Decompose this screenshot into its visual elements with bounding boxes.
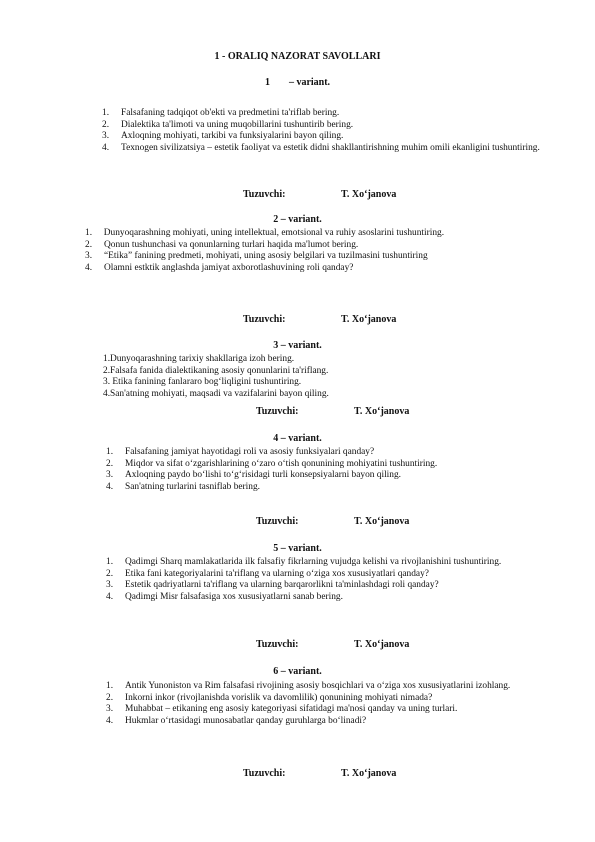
variant-2-heading: 2 – variant.	[273, 214, 322, 225]
question-item: 3. Estetik qadriyatlarni ta'riflang va ularning barqarorlikni ta'minlashdagi roli qanday?	[106, 580, 439, 591]
tuzuvchi-line: Tuzuvchi: T. Xo‘janova	[243, 314, 397, 325]
question-item: 1. Qadimgi Sharq mamlakatlarida ilk falsafiy fikrlarning vujudga kelishi va rivojlanishini tushuntiring.	[106, 557, 502, 567]
question-item: 4.San'atning mohiyati, maqsadi va vazifalarini bayon qiling.	[103, 388, 329, 399]
page-title: 1 - ORALIQ NAZORAT SAVOLLARI	[214, 51, 381, 62]
question-item: 4. Texnogen sivilizatsiya – estetik faoliyat va estetik didni shakllantirishning muhim omili ekanligini tushuntiring.	[102, 142, 540, 153]
variant-5-questions	[106, 557, 556, 603]
question-item: 2. Miqdor va sifat o‘zgarishlarining o‘zaro o‘tish qonunining mohiyatini tushuntiring.	[106, 458, 438, 469]
question-item: 1. Falsafaning tadqiqot ob'ekti va predmetini ta'riflab bering.	[102, 108, 340, 118]
tuzuvchi-line: Tuzuvchi: T. Xo‘janova	[256, 406, 410, 417]
question-item: 2. Etika fani kategoriyalarini ta'riflang va ularning o‘ziga xos xususiyatlari qanday?	[106, 568, 429, 579]
variant-1-heading	[0, 77, 595, 89]
question-item: 3. Etika fanining fanlararo bog‘liqligini tushuntiring.	[103, 377, 302, 388]
question-item: 1.Dunyoqarashning tarixiy shakllariga izoh bering.	[103, 354, 295, 364]
variant-6-questions	[106, 681, 556, 727]
variant-1-questions	[102, 108, 554, 154]
question-item: 1. Dunyoqarashning mohiyati, uning intellektual, emotsional va ruhiy asoslarini tushuntiring.	[85, 228, 445, 238]
question-item: 1. Antik Yunoniston va Rim falsafasi rivojining asosiy bosqichlari va o‘ziga xos xususiyatlarini izohlang.	[106, 681, 511, 691]
variant-4-heading: 4 – variant.	[273, 433, 322, 444]
question-item: 3. Axloqning mohiyati, tarkibi va funksiyalarini bayon qiling.	[102, 131, 344, 142]
question-item: 2. Inkorni inkor (rivojlanishda vorislik va davomlilik) qonunining mohiyati nimada?	[106, 692, 433, 703]
tuzuvchi-line: Tuzuvchi: T. Xo‘janova	[256, 639, 410, 650]
question-item: 3. Axloqning paydo bo‘lishi to‘g‘risidagi turli konsepsiyalarni bayon qiling.	[106, 470, 402, 481]
variant-3-heading: 3 – variant.	[273, 340, 322, 351]
tuzuvchi-line: Tuzuvchi: T. Xo‘janova	[243, 189, 397, 200]
variant-6-heading: 6 – variant.	[273, 666, 322, 677]
variant-5-heading: 5 – variant.	[273, 543, 322, 554]
question-item: 4. Qadimgi Misr falsafasiga xos xususiyatlarni sanab bering.	[106, 591, 343, 602]
question-item: 2. Qonun tushunchasi va qonunlarning turlari haqida ma'lumot bering.	[85, 239, 359, 250]
variant-2-questions	[85, 228, 554, 274]
question-item: 2.Falsafa fanida dialektikaning asosiy qonunlarini ta'riflang.	[103, 365, 329, 376]
variant-number: 1	[264, 77, 270, 88]
question-item: 2. Dialektika ta'limoti va uning muqobillarini tushuntirib bering.	[102, 119, 354, 130]
tuzuvchi-line: Tuzuvchi: T. Xo‘janova	[256, 516, 410, 527]
tuzuvchi-line: Tuzuvchi: T. Xo‘janova	[243, 768, 397, 779]
variant-4-questions	[106, 447, 556, 493]
question-item: 1. Falsafaning jamiyat hayotidagi roli va asosiy funksiyalari qanday?	[106, 447, 375, 457]
question-item: 4. Olamni estktik anglashda jamiyat axborotlashuvining roli qanday?	[85, 262, 354, 273]
variant-label: – variant.	[288, 77, 331, 88]
question-item: 4. San'atning turlarini tasniflab bering.	[106, 481, 260, 492]
variant-3-questions	[103, 354, 329, 400]
question-item: 3. “Etika” fanining predmeti, mohiyati, uning asosiy belgilari va tuzilmasini tushuntiring	[85, 251, 428, 262]
question-item: 4. Hukmlar o‘rtasidagi munosabatlar qanday guruhlarga bo‘linadi?	[106, 715, 367, 726]
question-item: 3. Muhabbat – etikaning eng asosiy kategoriyasi sifatidagi ma'nosi qanday va uning turlari.	[106, 704, 458, 715]
